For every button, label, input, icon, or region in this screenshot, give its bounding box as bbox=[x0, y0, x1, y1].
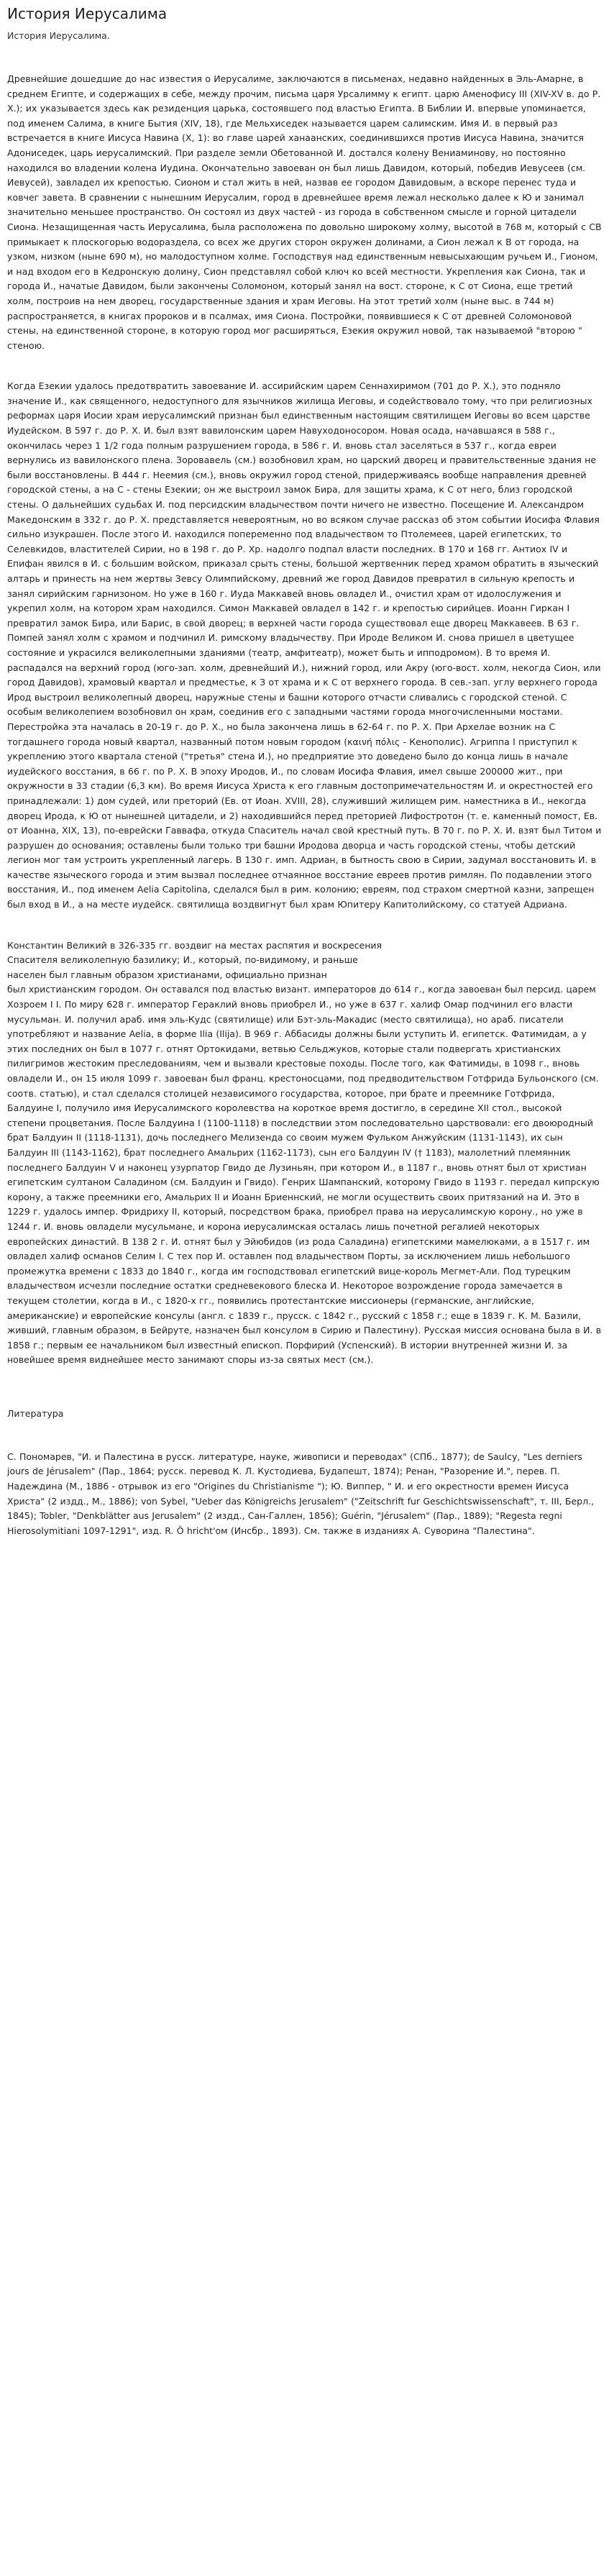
article-paragraph: Константин Великий в 326-335 гг. воздвиг на местах распятия и воскресения Спасителя великолепную базилику; И., который, по-видимому, и раньше населен был главным образом христианами, официально признан был христианским городом. Он оставался под властью визант. императоров до 614 г., когда завоеван был персид. царем Хозроем I I. По миру 628 г. император Гераклий вновь приобрел И., но уже в 637 г. халиф Омар подчинил его власти мусульман. И. получил араб. имя эль-Кудс (святилище) или Бэт-эль-Макадис (место святилища), но араб. писатели употребляют и название Aelia, в форме Ilia (Ilija). В 969 г. Аббасиды должны были уступить И. египетск. Фатимидам, а у этих последних он был в 1077 г. отнят Ортокидами, ветвью Сельджуков, которые стали подвергать христианских пилигримов жестоким преследованиям, чем и вызвали крестовые походы. После того, как Фатимиды, в 1098 г., вновь овладели И., он 15 июля 1099 г. завоеван был франц. крестоносцами, под предводительством Готфрида Бульонского (см. соотв. статью), и стал сделался столицей независимого государства, которое, при брате и преемнике Готфрида, Балдуине I, получило имя Иерусалимского королевства на короткое время достигло, в середине XII стол., высокой степени процветания. После Балдуина I (1100-1118) в последствии этом последовательно царствовали: его двоюродный брат Балдуин II (1118-1131), дочь последнего Мелизенда со своим мужем Фульком Анжуйским (1131-1143), их сын Балдуин III (1143-1162), брат последнего Амальрих (1162-1173), сын его Балдуин IV († 1183), малолетний племянник последнего Балдуин V и наконец узурпатор Гвидо де Лузиньян, при котором И., в 1187 г., вновь отнят был от христиан египетским султаном Саладином (см. Балдуин и Гвидо). Генрих Шампанский, которому Гвидо в 1193 г. передал кипрскую корону, а также преемники его, Амальрих II и Иоанн Бриеннский, не могли осуществить своих притязаний на И. Это в 1229 г. удалось импер. Фридриху II, который, посредством брака, приобрел права на иерусалимскую корону., но уже в 1244 г. И. вновь овладели мусульмане, и корона иерусалимская осталась лишь почетной регалией некоторых европейских династий. В 138 2 г. И. отнят был у Эйюбидов (из рода Саладина) египетскими мамелюками, а в 1517 г. им овладел халиф османов Селим I. С тех пор И. оставлен под владычеством Порты, за исключением лишь небольшого промежутка времени с 1833 до 1840 г., когда им господствовал египетский вице-король Мегмет-Али. Под турецким владычеством исчезли последние остатки средневекового блеска И. Некоторое возрождение города замечается в текущем столетии, когда в И., с 1820-х гг., появились протестантские миссионеры (германские, английские, американские) и европейские консулы (англ. с 1839 г., прусск. с 1842 г., русский с 1858 г.; еще в 1839 г. К. М. Базили, живший, главным образом, в Бейруте, назначен был консулом в Сирию и Палестину). Русская миссия основана была в И. в 1858 г.; первым ее начальником был известный епископ. Порфирий (Успенский). В истории внутренней жизни И. за новейшее время виднейшее место занимают споры из-за святых мест (см.). bbox=[7, 939, 602, 1366]
article-paragraph: Когда Езекии удалось предотвратить завоевание И. ассирийским царем Сеннахиримом (701 до Р. Х.), это подняло значение И., как священного, недоступного для язычников жилища Иеговы, и содействовало тому, что при религиозных реформах царя Иосии храм иерусалимский признан был единственным настоящим святилищем Иеговы во всем царстве Иудейском. В 597 г. до Р. Х. И. был взят вавилонским царем Навуходоносором. Новая осада, начавшаяся в 588 г., окончилась через 1 1/2 года полным разрушением города, в 586 г. И. вновь стал заселяться в 537 г., когда евреи вернулись из вавилонского плена. Зоровавель (см.) возобновил храм, но царский дворец и правительственные здания не были восстановлены. В 444 г. Неемия (см.), вновь окружил город стеной, придерживаясь вообще направления древней городской стены, а на С - стены Езекии; он же выстроил замок Бира, для защиты храма, к С от него, близ городской стены. О дальнейших судьбах И. под персидским владычеством почти ничего не известно. Посещение И. Александром Македонским в 332 г. до Р. Х. представляется невероятным, но во всяком случае рассказ об этом событии Иосифа Флавия сильно изукрашен. После этого И. находился попеременно под владычеством то Птолемеев, царей египетских, то Селевкидов, властителей Сирии, но в 198 г. до Р. Хр. надолго подпал власти последних. В 170 и 168 гг. Антиох IV и Епифан явился в И. с большим войском, приказал срыть стены, большой жертвенник перед храмом обратить в языческий алтарь и принесть на нем жертвы Зевсу Олимпийскому, древний же город Давидов превратил в сильную крепость и занял сирийским гарнизоном. Но уже в 160 г. Иуда Маккавей вновь овладел И., очистил храм от идолослужения и укрепил холм, на котором храм находился. Симон Маккавей овладел в 142 г. и крепостью сирийцев. Иоанн Гиркан I превратил замок Бира, или Барис, в свой дворец; в верхней части города существовал еще дворец Маккавеев. В 63 г. Помпей занял холм с храмом и подчинил И. римскому владычеству. При Ироде Великом И. снова пришел в цветущее состояние и украсился великолепными зданиями (театр, амфитеатр), может быть и ипподромом). В то время И. распадался на верхний город (юго-зап. холм, древнейший И.), нижний город, или Акру (юго-вост. холм, некогда Сион, или город Давидов), храмовый квартал и предместье, к З от храма и к С от верхнего города. В сев.-зап. углу верхнего города Ирод выстроил великолепный дворец, наружные стены и башни которого отчасти сливались с городской стеной. С особым великолепием возобновил он храм, соединив его с западными частями города многочисленными мостами. Перестройка эта началась в 20-19 г. до Р. Х., но была закончена лишь в 62-64 г. по Р. Х. При Архелае возник на С тогдашнего города новый квартал, названный потом новым городом (καινή πόλις - Кенополис). Агриппа I приступил к укреплению этого квартала стеной ("третья" стена И.), но предприятие это доведено было до конца лишь в начале иудейского восстания, в 66 г. по Р. Х. В эпоху Иродов, И., по словам Иосифа Флавия, имел свыше 200000 жит., при окружности в 33 стадии (6,3 км). Во время Иисуса Христа к его главным достопримечательностям И. и окрестностей его принадлежали: 1) дом судей, или преторий (Ев. от Иоан. XVIII, 28), служивший жилищем рим. наместника в И., некогда дворец Ирода, к Ю от нынешней цитадели, и 2) находившийся перед преторией Лифостротон (т. е. каменный помост, Ев. от Иоанна, XIX, 13), по-еврейски Гаввафа, откуда Спаситель начал свой крестный путь. В 70 г. по Р. Х. И. взят был Титом и разрушен до основания; оставлены были только три башни Иродова дворца и часть городской стены, чтобы детский легион мог там устроить укрепленный лагерь. В 130 г. имп. Адриан, в бытность свою в Сирии, задумал восстановить И. в качестве языческого города и этим вызвал последнее отчаянное восстание евреев против римлян. По подавлении этого восстания, И., под именем Aelia Capitolina, сделался был в рим. колонию; евреям, под страхом смертной казни, запрещен был вход в И., а на месте иудейск. святилища воздвигнут был храм Юпитеру Капитолийскому, со статуей Адриана. bbox=[7, 380, 602, 910]
article-paragraph: Древнейшие дошедшие до нас известия о Иерусалиме, заключаются в письменах, недавно найденных в Эль-Амарне, в среднем Египте, и содержащих в себе, между прочим, письма царя Урсалимму к египт. царю Аменофису III (XIV-XV в. до Р. Х.); их указывается здесь как резиденция царька, состоявшего под властью Египта. В Библии И. впервые упоминается, под именем Салима, в книге Бытия (XIV, 18), где Мельхиседек называется царем салимским. Имя И. в первый раз встречается в книге Иисуса Навина (X, 1): во главе царей ханаанских, соединившихся против Иисуса Навина, значится Адониседек, царь иерусалимский. При разделе земли Обетованной И. достался колену Вениаминову, но постоянно находился во владении колена Иудина. Окончательно завоеван он был лишь Давидом, который, победив Иевусеев (см. Иевусей), завладел их крепостью. Сионом и стал жить в ней, назвав ее городом Давидовым, а вскоре перенес туда и ковчег завета. В сравнении с нынешним Иерусалим, город в древнейшее время лежал несколько далее к Ю и занимал значительно меньшее пространство. Он состоял из двух частей - из города в собственном смысле и горной цитадели Сиона. Незащищенная часть Иерусалима, была расположена по довольно широкому холму, высотой в 768 м, который с СВ примыкает к плоскогорью водораздела, со всех же других сторон окружен долинами, а Сион лежал к В от города, на узком, низком (ныне 690 м), но малодоступном холме. Господствуя над единственным невысыхающим ручьем И., Гионом, и над входом его в Кедронскую долину, Сион представлял собой ключ ко всей местности. Укрепления как Сиона, так и города И., начатые Давидом, были закончены Соломоном, который занял на вост. стороне, к С от Сиона, еще третий холм, построив на нем дворец, государственные здания и храм Иеговы. На этот третий холм (ныне выс. в 744 м) распространяется, в книгах пророков и в псалмах, имя Сиона. Постройки, появившиеся к С от древней Соломоновой стены, на единственной стороне, в которую город мог расширяться, Езекия окружил новой, так называемой "второю " стеною. bbox=[7, 73, 602, 351]
references-list: С. Пономарев, "И. и Палестина в русск. литературе, науке, живописи и переводах" (СПб., 1877); de Saulcy, "Les derniers jours de Jérusalem" (Пар., 1864; русск. перевод К. Л. Кустодиева, Будапешт, 1874); Ренан, "Разорение И.", перев. П. Надеждина (М., 1886 - отрывок из его "Origines du Christianisme "); Ю. Виппер, " И. и его окрестности времен Иисуса Христа" (2 издд., М., 1886); von Sybel, "Ueber das Königreichs Jerusalem" ("Zeitschrift fur Geschichtswissenschaft", т. III, Берл., 1845); Tobler, "Denkblätter aus Jerusalem" (2 издд., Сан-Галлен, 1856); Guérin, "Jérusalem" (Пар., 1889); "Regesta regni Hierosolymitiani 1097-1291", изд. R. Ö hricht'ом (Инсбр., 1893). См. также в изданиях А. Суворина "Палестина". bbox=[7, 1451, 595, 1536]
page-subtitle: История Иерусалима. bbox=[7, 30, 110, 41]
literature-heading: Литература bbox=[7, 1407, 64, 1419]
page-title: История Иерусалима bbox=[7, 5, 168, 22]
